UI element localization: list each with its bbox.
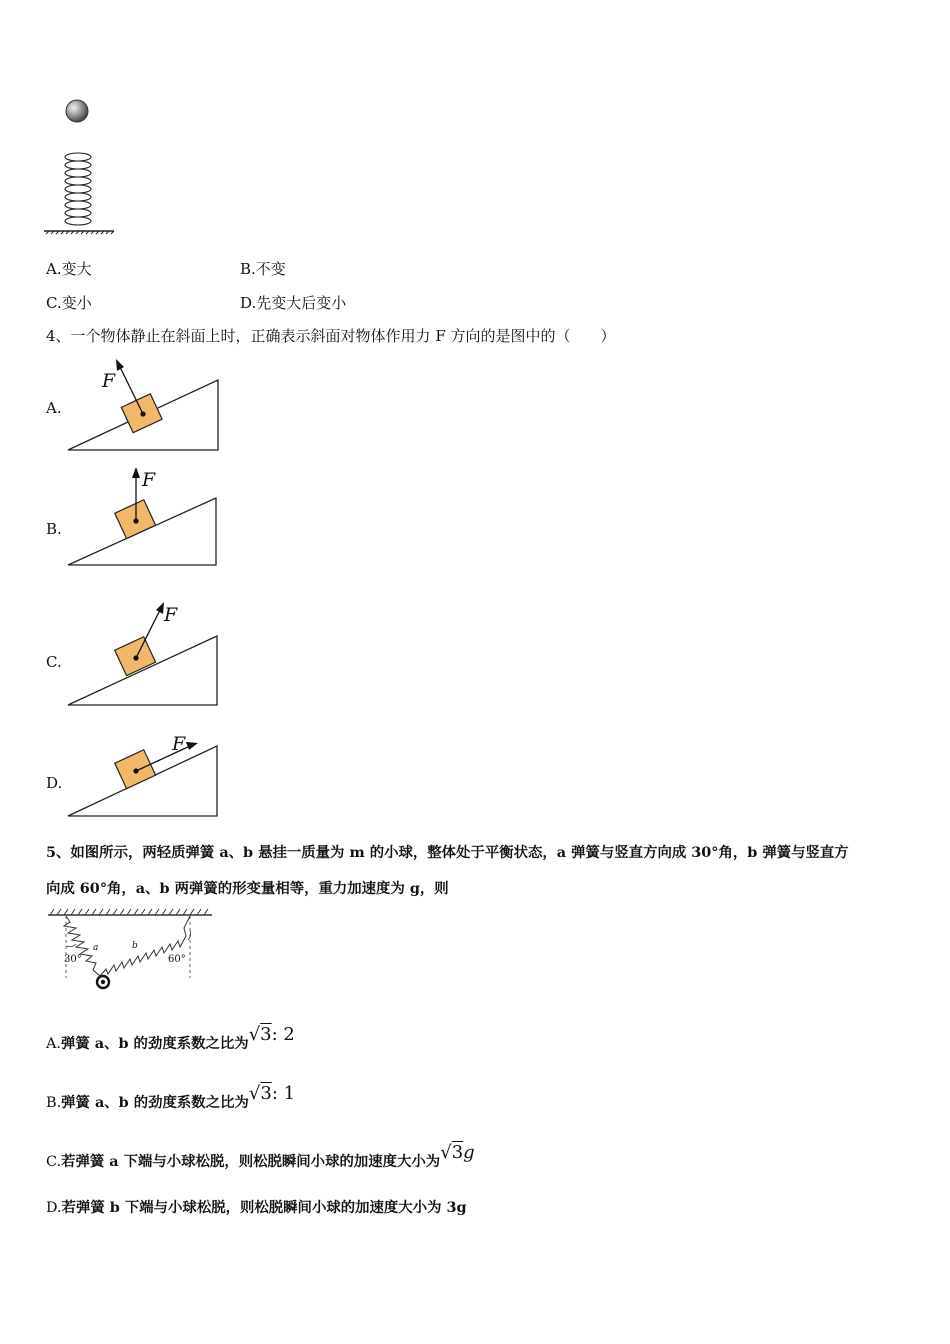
angle-arc-left <box>66 944 76 947</box>
sqrt-ratio: √3: 2 <box>248 1024 295 1045</box>
q5-spring-figure <box>46 908 216 988</box>
spring-b <box>100 916 190 976</box>
q3-option-d[interactable]: D.先变大后变小 <box>240 294 347 312</box>
q5-stem-line1: 5、如图所示，两轻质弹簧 a、b 悬挂一质量为 m 的小球，整体处于平衡状态，a 弹簧与竖直方向成 30°角，b 弹簧与竖直方 <box>46 844 849 861</box>
q3-option-a[interactable]: A.变大 <box>46 260 92 278</box>
q4-stem: 4、一个物体静止在斜面上时，正确表示斜面对物体作用力 F 方向的是图中的（ ） <box>46 327 616 345</box>
q4-figure-b <box>64 465 224 575</box>
label-a: a <box>93 943 99 953</box>
q3-option-b[interactable]: B.不变 <box>240 260 286 278</box>
label-b: b <box>132 941 138 951</box>
ground <box>44 231 114 234</box>
q5-option-c[interactable]: C.若弹簧 a 下端与小球松脱，则松脱瞬间小球的加速度大小为√3g <box>46 1142 475 1170</box>
q5-option-a[interactable]: A.弹簧 a、b 的劲度系数之比为√3: 2 <box>46 1024 295 1052</box>
force-label: F <box>142 469 156 491</box>
sqrt-acceleration: √3g <box>440 1142 475 1163</box>
force-label: F <box>164 604 178 626</box>
ceiling <box>48 909 212 915</box>
force-label: F <box>102 370 116 392</box>
q5-option-b[interactable]: B.弹簧 a、b 的劲度系数之比为√3: 1 <box>46 1083 296 1111</box>
force-label: F <box>172 733 186 755</box>
q3-option-c[interactable]: C.变小 <box>46 294 92 312</box>
ball <box>66 100 88 122</box>
q4-option-c-label[interactable]: C. <box>46 653 62 671</box>
sqrt-ratio: √3: 1 <box>248 1083 296 1104</box>
angle-label-left: 30° <box>64 954 82 965</box>
q4-option-d-label[interactable]: D. <box>46 774 63 792</box>
q4-option-b-label[interactable]: B. <box>46 520 62 538</box>
ball-spring-figure <box>40 95 120 245</box>
q5-stem-line2: 向成 60°角，a、b 两弹簧的形变量相等，重力加速度为 g，则 <box>46 880 449 897</box>
q5-option-d[interactable]: D.若弹簧 b 下端与小球松脱，则松脱瞬间小球的加速度大小为 3g <box>46 1199 467 1216</box>
q4-figure-d <box>64 725 224 825</box>
q4-option-a-label[interactable]: A. <box>46 399 62 417</box>
angle-label-right: 60° <box>168 954 186 965</box>
q4-figure-a <box>64 355 224 455</box>
angle-arc-right <box>188 930 191 940</box>
spring <box>65 153 91 225</box>
q4-figure-c <box>64 598 224 708</box>
